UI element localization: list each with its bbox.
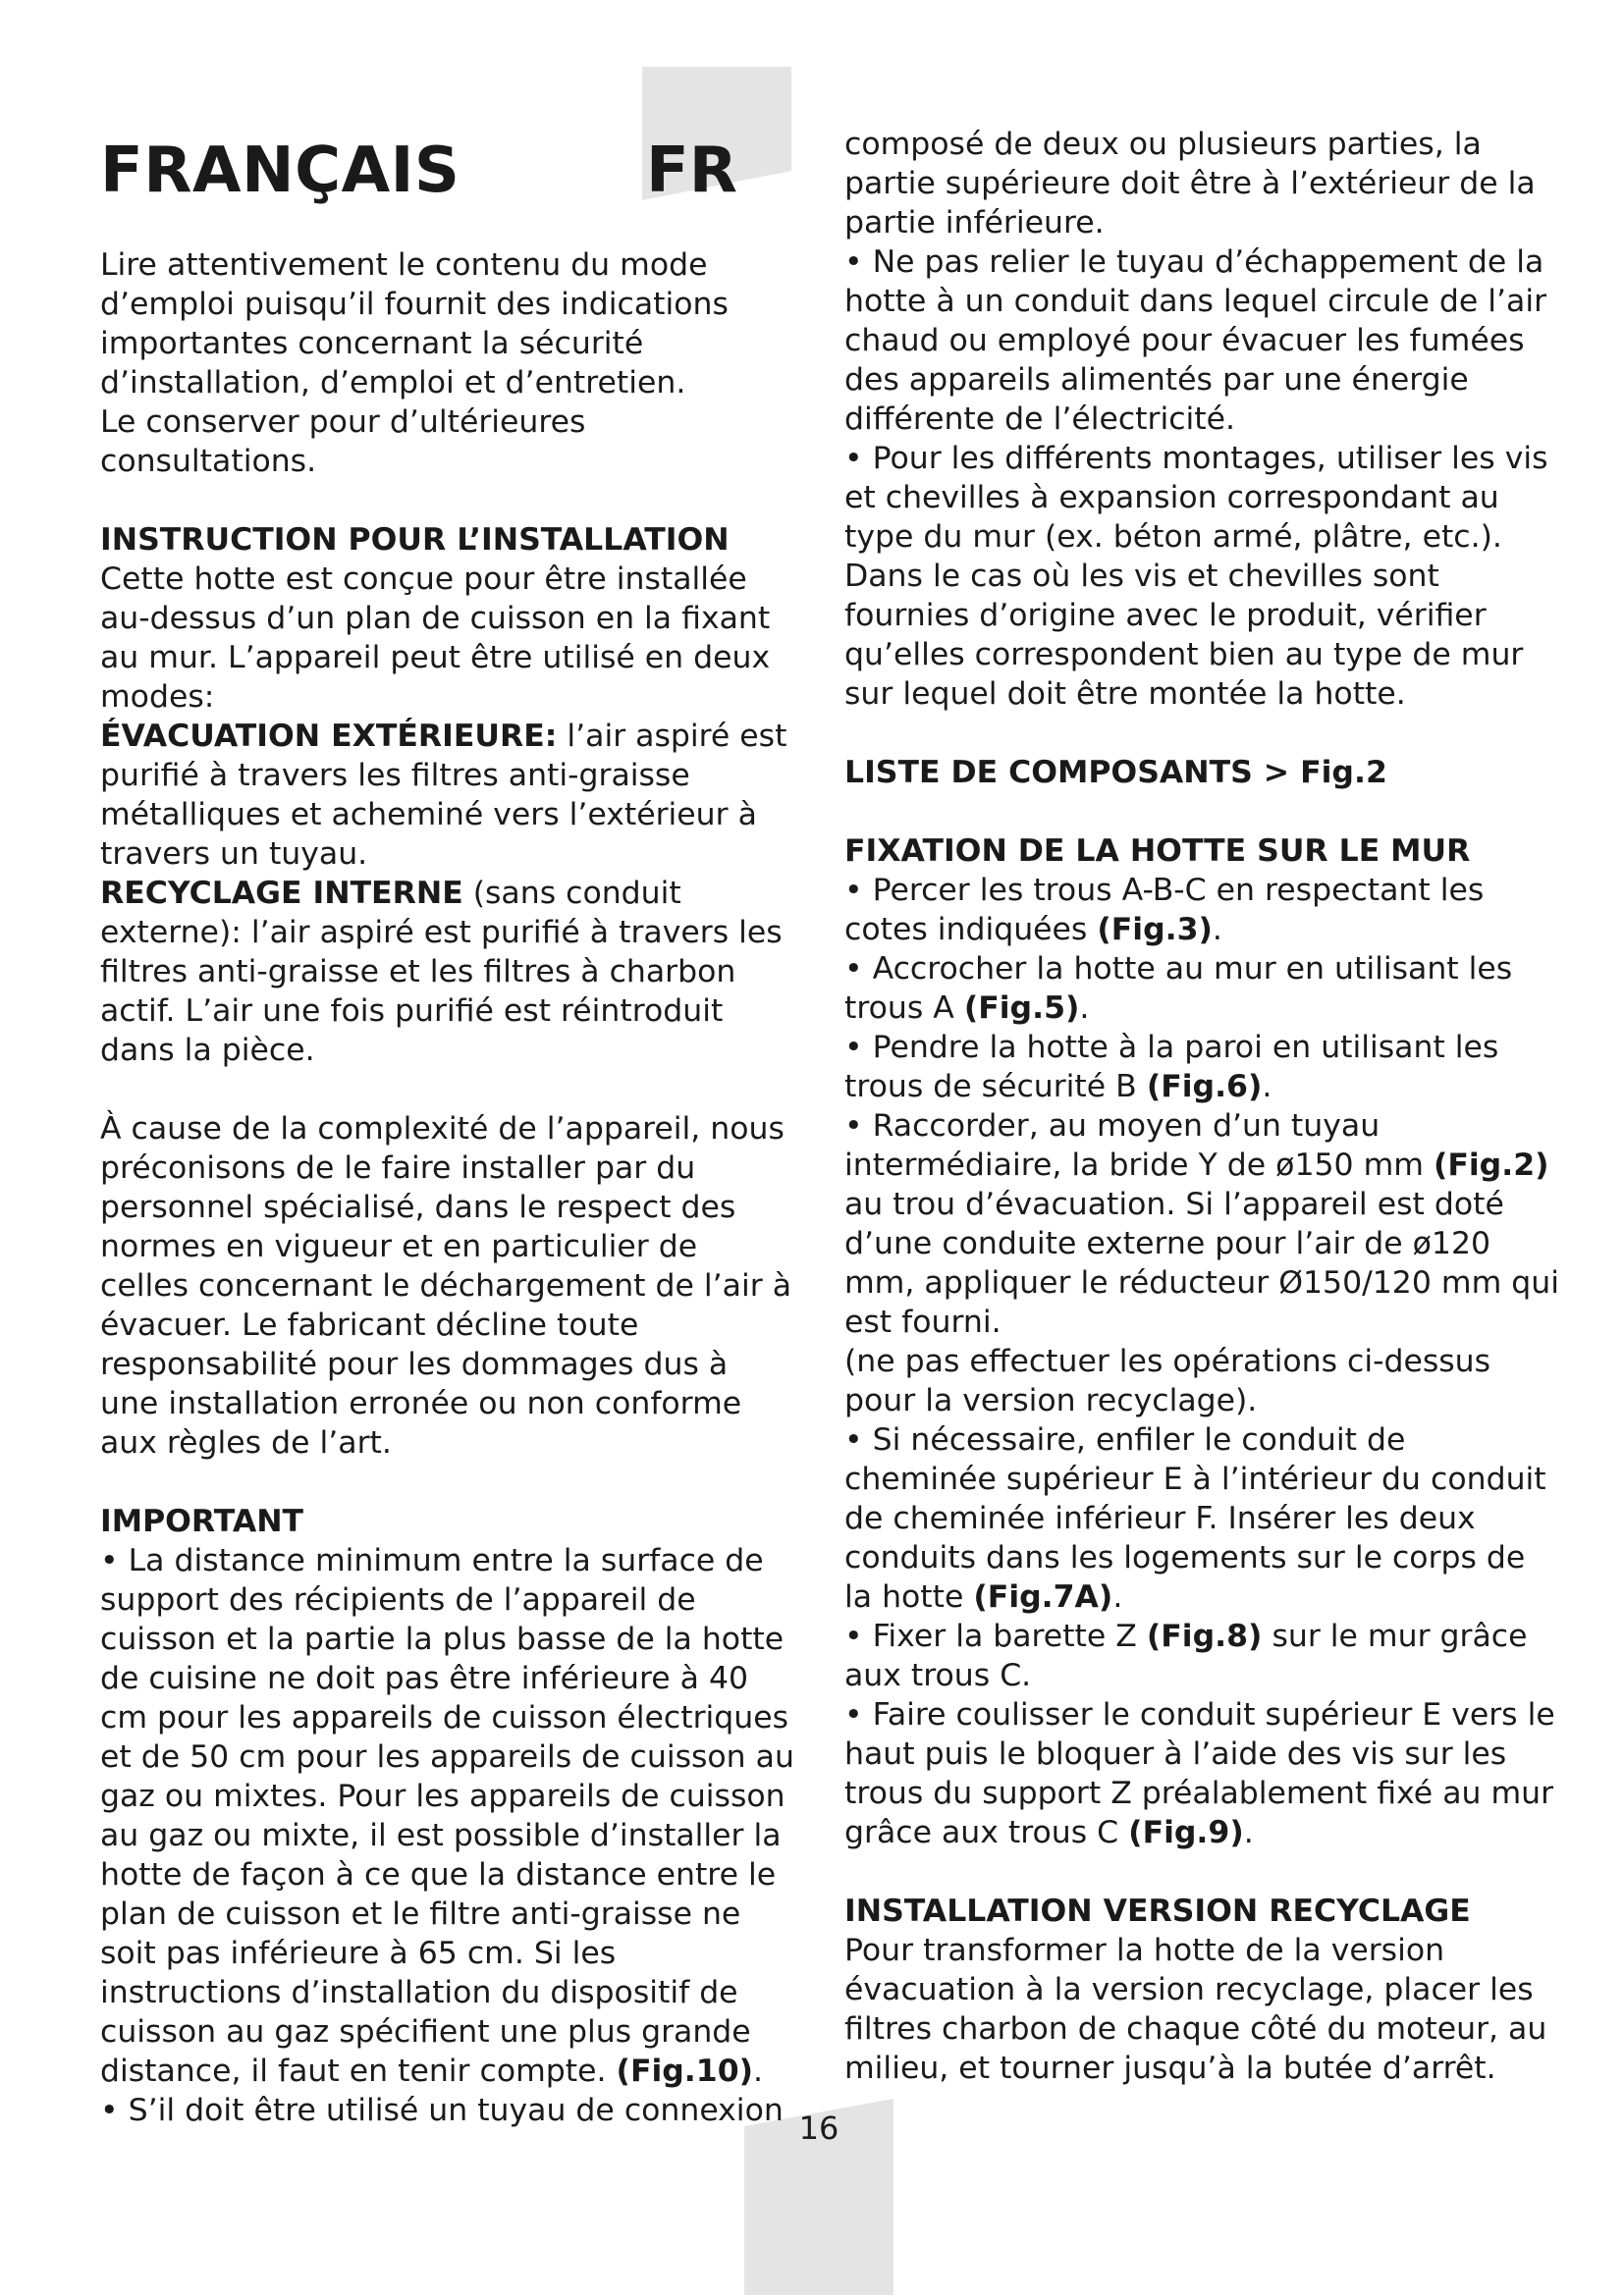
liste-composants-heading: LISTE DE COMPOSANTS > Fig.2	[844, 755, 1387, 790]
figure-reference: (Fig.9)	[1128, 1815, 1244, 1850]
connexion-paragraph: • S’il doit être utilisé un tuyau de connexion	[100, 2093, 784, 2128]
figure-reference: (Fig.5)	[963, 990, 1080, 1026]
fixation-bullet-end: .	[1243, 1815, 1254, 1850]
fixation-note: (ne pas effectuer les opérations ci-dessus pour la version recyclage).	[844, 1344, 1491, 1418]
continued-paragraph: composé de deux ou plusieurs parties, la partie supérieure doit être à l’extérieur de la partie inférieure.	[844, 127, 1536, 240]
installation-heading: INSTRUCTION POUR L’INSTALLATION	[100, 522, 730, 558]
fixation-bullet	[844, 1420, 1561, 1617]
evacuation-label: ÉVACUATION EXTÉRIEURE:	[100, 719, 558, 754]
fixation-bullet-text: • Fixer la barette Z	[844, 1619, 1147, 1654]
recyclage-paragraph	[100, 874, 795, 1070]
fixation-bullet	[844, 1695, 1561, 1852]
page-number: 16	[798, 2109, 839, 2147]
fixation-bullet-text: • Percer les trous A-B-C en respectant les cotes indiquées	[844, 873, 1485, 947]
fixation-bullet	[844, 949, 1561, 1028]
fixation-bullet	[844, 1617, 1561, 1695]
fixation-bullet-text: • Raccorder, au moyen d’un tuyau intermédiaire, la bride Y de ø150 mm	[844, 1108, 1434, 1183]
figure-reference: (Fig.6)	[1146, 1069, 1263, 1104]
figure-reference: (Fig.7A)	[973, 1579, 1113, 1615]
recyclage-install-text: Pour transformer la hotte de la version évacuation à la version recyclage, placer les filtres charbon de chaque côté du moteur, au milieu, et tourner jusqu’à la butée d’arrêt.	[844, 1933, 1547, 2086]
recyclage-install-heading: INSTALLATION VERSION RECYCLAGE	[844, 1894, 1471, 1929]
fixation-bullet	[844, 1106, 1561, 1342]
intro-note: Le conserver pour d’ultérieures consultations.	[100, 404, 586, 479]
fixation-bullet-end: .	[1212, 912, 1222, 947]
fixation-bullet-end: .	[1079, 990, 1090, 1026]
evacuation-paragraph	[100, 717, 795, 874]
page-title: FRANÇAIS	[100, 134, 460, 207]
fixation-heading: FIXATION DE LA HOTTE SUR LE MUR	[844, 833, 1471, 869]
figure-reference: (Fig.10)	[616, 2054, 754, 2089]
fixation-bullet-text: • Faire coulisser le conduit supérieur E vers le haut puis le bloquer à l’aide des vis sur les trous du support Z préalablement fixé au mur grâce aux trous C	[844, 1697, 1555, 1850]
important-text: • La distance minimum entre la surface de support des récipients de l’appareil de cuisson et la partie la plus basse de la hotte de cuisine ne doit pas être inférieure à 40 cm pour les appareils de cuisson électriques et de 50 cm pour les appareils de cuisson au gaz ou mixtes. Pour les appareils de cuisson au gaz ou mixte, il est possible d’installer la hotte de façon à ce que la distance entre le plan de cuisson et le filtre anti-graisse ne soit pas inférieure à 65 cm. Si les instructions d’installation du dispositif de cuisson au gaz spécifient une plus grande distance, il faut en tenir compte.	[100, 1543, 794, 2089]
language-code: FR	[646, 134, 737, 207]
recyclage-text: (sans conduit externe): l’air aspiré est purifié à travers les filtres anti-graisse et les filtres à charbon actif. L’air une fois purifié est réintroduit dans la pièce.	[100, 876, 783, 1068]
fixation-bullet	[844, 1028, 1561, 1106]
right-column	[844, 125, 1561, 2088]
figure-reference: (Fig.3)	[1097, 912, 1213, 947]
evacuation-text: l’air aspiré est purifié à travers les filtres anti-graisse métalliques et acheminé vers l’extérieur à travers un tuyau.	[100, 719, 787, 872]
fixation-bullet-text: • Pendre la hotte à la paroi en utilisant les trous de sécurité B	[844, 1030, 1499, 1104]
fixation-bullet-end: sur le mur grâce aux trous C.	[844, 1619, 1528, 1693]
fixation-bullet-end: .	[1262, 1069, 1272, 1104]
fixation-bullet	[844, 871, 1561, 949]
bullet-vis: • Pour les différents montages, utiliser les vis et chevilles à expansion correspondant au type du mur (ex. béton armé, plâtre, etc.). Dans le cas où les vis et chevilles sont fournies d’origine avec le produit, vérifier qu’elles correspondent bien au type de mur sur lequel doit être montée la hotte.	[844, 441, 1548, 712]
bullet-relier: • Ne pas relier le tuyau d’échappement de la hotte à un conduit dans lequel circule de l’air chaud ou employé pour évacuer les fumées des appareils alimentés par une énergie différente de l’électricité.	[844, 244, 1547, 437]
complexity-paragraph: À cause de la complexité de l’appareil, nous préconisons de le faire installer par du personnel spécialisé, dans le respect des normes en vigueur et en particulier de celles concernant le déchargement de l’air à évacuer. Le fabricant décline toute responsabilité pour les dommages dus à une installation erronée ou non conforme aux règles de l’art.	[100, 1111, 791, 1461]
figure-reference: (Fig.8)	[1146, 1619, 1263, 1654]
fixation-bullet-text: • Si nécessaire, enfiler le conduit de cheminée supérieur E à l’intérieur du conduit de cheminée inférieur F. Insérer les deux conduits dans les logements sur le corps de la hotte	[844, 1422, 1546, 1615]
important-end: .	[753, 2054, 764, 2089]
important-heading: IMPORTANT	[100, 1504, 304, 1539]
installation-text: Cette hotte est conçue pour être installée au-dessus d’un plan de cuisson en la fixant au mur. L’appareil peut être utilisé en deux modes:	[100, 561, 771, 715]
important-paragraph	[100, 1541, 795, 2091]
figure-reference: (Fig.2)	[1433, 1148, 1549, 1183]
fixation-bullet-end: au trou d’évacuation. Si l’appareil est doté d’une conduite externe pour l’air de ø120 mm, appliquer le réducteur Ø150/120 mm qui est fourni.	[844, 1187, 1559, 1340]
fixation-bullet-end: .	[1112, 1579, 1123, 1615]
intro-paragraph: Lire attentivement le contenu du mode d’emploi puisqu’il fournit des indications importantes concernant la sécurité d’installation, d’emploi et d’entretien.	[100, 247, 729, 400]
fixation-bullet-text: • Accrocher la hotte au mur en utilisant les trous A	[844, 951, 1513, 1026]
recyclage-label: RECYCLAGE INTERNE	[100, 876, 463, 911]
left-column	[100, 245, 795, 2130]
